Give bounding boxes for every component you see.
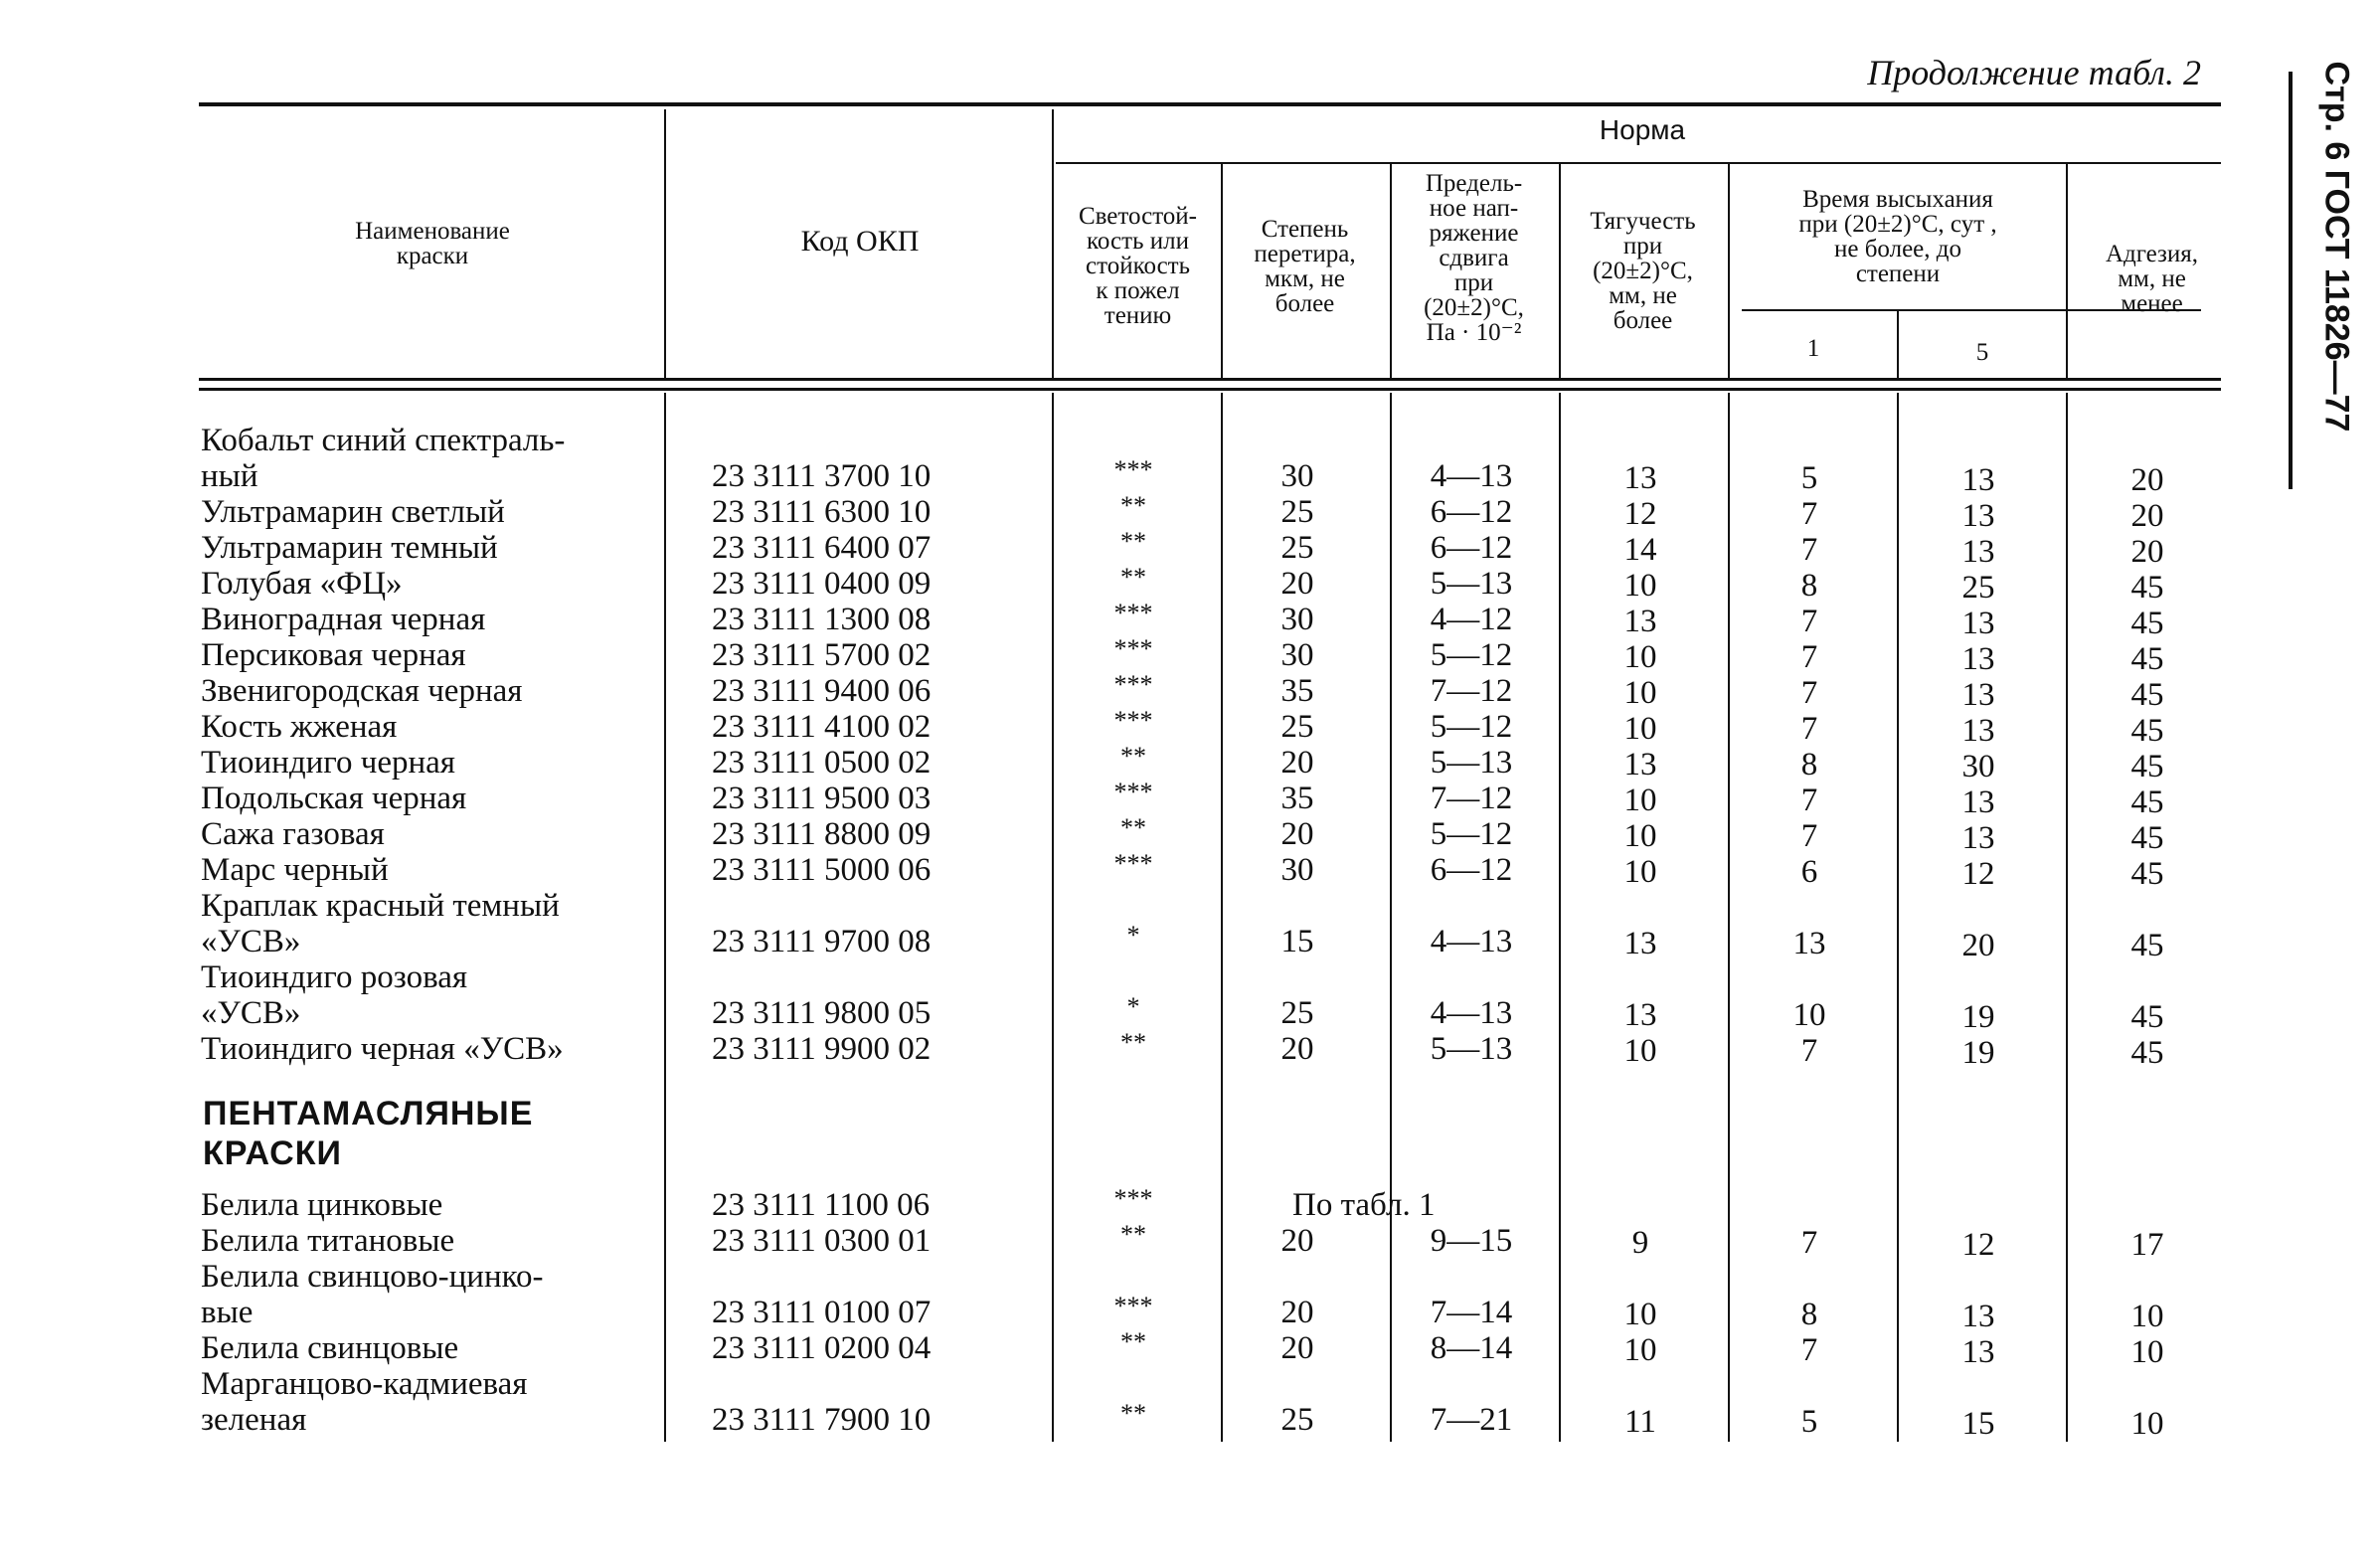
adhesion-value: 17 — [2130, 1227, 2164, 1263]
adhesion-value: 45 — [2130, 570, 2164, 606]
drying-1-value: 8 — [1800, 568, 1818, 604]
drying-1-value: 7 — [1800, 1033, 1818, 1069]
paint-name: Тиоиндиго черная «УСВ» — [201, 1031, 564, 1067]
shear-value: 7—14 — [1430, 1295, 1513, 1330]
drag-value: 10 — [1623, 818, 1657, 854]
drag-value: 13 — [1623, 997, 1657, 1033]
drag-value: 10 — [1623, 639, 1657, 675]
drying-5-value: 19 — [1961, 1035, 1995, 1071]
okp-code: 23 3111 0300 01 — [712, 1223, 932, 1259]
grind-value: 25 — [1280, 1402, 1314, 1438]
grind-value: 25 — [1280, 709, 1314, 745]
drag-value: 10 — [1623, 675, 1657, 711]
drag-value: 13 — [1623, 604, 1657, 639]
drag-value: 10 — [1623, 783, 1657, 818]
lightfastness-mark: ** — [1120, 563, 1146, 592]
drying-1-value: 7 — [1800, 604, 1818, 639]
drying-1-value: 13 — [1792, 926, 1826, 961]
drying-1-value: 7 — [1800, 1225, 1818, 1261]
paint-name: Тиоиндиго черная — [201, 745, 455, 781]
adhesion-value: 45 — [2130, 820, 2164, 856]
lightfastness-mark: *** — [1113, 455, 1153, 484]
adhesion-value: 45 — [2130, 713, 2164, 749]
drag-value: 10 — [1623, 854, 1657, 890]
paint-name: ный — [201, 458, 258, 494]
header-drying-1: 1 — [1806, 335, 1820, 362]
okp-code: 23 3111 3700 10 — [712, 458, 932, 494]
col-divider-8 — [2066, 164, 2068, 378]
paint-name-line-1: Краплак красный темный — [201, 888, 560, 924]
shear-value: 5—12 — [1430, 637, 1513, 673]
drying-1-value: 5 — [1800, 1404, 1818, 1440]
lightfastness-mark: ** — [1120, 491, 1146, 520]
lightfastness-mark: ** — [1120, 1399, 1146, 1428]
header-code: Код ОКП — [800, 225, 920, 258]
grind-value: 25 — [1280, 494, 1314, 530]
adhesion-value: 20 — [2130, 534, 2164, 570]
grind-value: 30 — [1280, 637, 1314, 673]
header-lightfastness: Светостой- кость или стойкость к пожел тению — [1078, 203, 1198, 329]
paint-name: Персиковая черная — [201, 637, 466, 673]
drying-1-value: 8 — [1800, 1297, 1818, 1332]
shear-value: 6—12 — [1430, 852, 1513, 888]
drag-value: 10 — [1623, 1033, 1657, 1069]
drying-5-value: 13 — [1961, 677, 1995, 713]
shear-value: 5—13 — [1430, 1031, 1513, 1067]
body-divider-1 — [664, 393, 666, 1442]
drying-1-value: 7 — [1800, 818, 1818, 854]
col-divider-1 — [664, 109, 666, 378]
lightfastness-mark: *** — [1113, 1292, 1153, 1320]
grind-value: 30 — [1280, 852, 1314, 888]
adhesion-value: 10 — [2130, 1299, 2164, 1334]
okp-code: 23 3111 0100 07 — [712, 1295, 932, 1330]
drag-value: 11 — [1624, 1404, 1656, 1440]
okp-code: 23 3111 9400 06 — [712, 673, 932, 709]
drying-5-value: 30 — [1961, 749, 1995, 784]
drag-value: 13 — [1623, 926, 1657, 961]
header-name: Наименование краски — [355, 218, 510, 269]
header-adhesion: Адгезия, мм, не менее — [2105, 241, 2199, 317]
adhesion-value: 45 — [2130, 784, 2164, 820]
lightfastness-mark: *** — [1113, 778, 1153, 806]
shear-value: 7—21 — [1430, 1402, 1513, 1438]
shear-value: 4—13 — [1430, 995, 1513, 1031]
grind-value: 30 — [1280, 458, 1314, 494]
drying-5-value: 13 — [1961, 1334, 1995, 1370]
okp-code: 23 3111 6400 07 — [712, 530, 932, 566]
top-rule — [199, 102, 2221, 106]
shear-value: 6—12 — [1430, 494, 1513, 530]
paint-name: Ультрамарин темный — [201, 530, 498, 566]
drying-1-value: 5 — [1800, 460, 1818, 496]
drying-5-value: 19 — [1961, 999, 1995, 1035]
paint-name: Белила титановые — [201, 1223, 455, 1259]
norma-rule — [1056, 162, 2221, 164]
paint-name: Виноградная черная — [201, 602, 486, 637]
lightfastness-mark: *** — [1113, 1184, 1153, 1213]
section-title-line-2: КРАСКИ — [203, 1134, 342, 1172]
drying-5-value: 13 — [1961, 462, 1995, 498]
page-side-label: Стр. 6 ГОСТ 11826—77 — [2317, 61, 2356, 433]
col-divider-2 — [1052, 109, 1054, 378]
shear-value: 9—15 — [1430, 1223, 1513, 1259]
drying-1-value: 7 — [1800, 532, 1818, 568]
adhesion-value: 10 — [2130, 1406, 2164, 1442]
header-drying-5: 5 — [1975, 339, 1989, 366]
okp-code: 23 3111 9800 05 — [712, 995, 932, 1031]
paint-name: «УСВ» — [201, 924, 301, 959]
lightfastness-mark: *** — [1113, 599, 1153, 627]
col-divider-7 — [1897, 311, 1899, 378]
paint-name-line-1: Белила свинцово-цинко- — [201, 1259, 544, 1295]
adhesion-value: 20 — [2130, 498, 2164, 534]
drying-5-value: 12 — [1961, 1227, 1995, 1263]
reference-note: По табл. 1 — [1292, 1187, 1436, 1223]
adhesion-value: 20 — [2130, 462, 2164, 498]
drag-value: 13 — [1623, 747, 1657, 783]
okp-code: 23 3111 9500 03 — [712, 781, 932, 816]
shear-value: 5—13 — [1430, 566, 1513, 602]
header-shear: Предель- ное нап- ряжение сдвига при (20±2)°С, Па · 10⁻² — [1424, 170, 1524, 346]
paint-name-line-1: Марганцово-кадмиевая — [201, 1366, 528, 1402]
section-title-line-1: ПЕНТАМАСЛЯНЫЕ — [203, 1095, 534, 1132]
drying-1-value: 7 — [1800, 639, 1818, 675]
paint-name: «УСВ» — [201, 995, 301, 1031]
grind-value: 25 — [1280, 530, 1314, 566]
okp-code: 23 3111 0500 02 — [712, 745, 932, 781]
adhesion-value: 45 — [2130, 1035, 2164, 1071]
header-drag: Тягучесть при (20±2)°С, мм, не более — [1590, 208, 1696, 334]
grind-value: 20 — [1280, 566, 1314, 602]
drying-5-value: 13 — [1961, 534, 1995, 570]
okp-code: 23 3111 0200 04 — [712, 1330, 932, 1366]
drying-5-value: 13 — [1961, 641, 1995, 677]
adhesion-value: 45 — [2130, 641, 2164, 677]
drag-value: 9 — [1631, 1225, 1649, 1261]
shear-value: 5—12 — [1430, 709, 1513, 745]
paint-name-line-1: Тиоиндиго розовая — [201, 959, 468, 995]
okp-code: 23 3111 0400 09 — [712, 566, 932, 602]
drying-5-value: 13 — [1961, 498, 1995, 534]
drag-value: 10 — [1623, 568, 1657, 604]
header-norma: Норма — [1599, 114, 1686, 145]
shear-value: 4—12 — [1430, 602, 1513, 637]
col-divider-6 — [1728, 164, 1730, 378]
side-rule — [2289, 72, 2293, 489]
okp-code: 23 3111 8800 09 — [712, 816, 932, 852]
lightfastness-mark: ** — [1120, 742, 1146, 771]
adhesion-value: 45 — [2130, 856, 2164, 892]
drying-1-value: 6 — [1800, 854, 1818, 890]
okp-code: 23 3111 4100 02 — [712, 709, 932, 745]
drying-5-value: 20 — [1961, 928, 1995, 963]
okp-code: 23 3111 6300 10 — [712, 494, 932, 530]
okp-code: 23 3111 7900 10 — [712, 1402, 932, 1438]
drag-value: 10 — [1623, 1332, 1657, 1368]
drying-1-value: 10 — [1792, 997, 1826, 1033]
paint-name: Ультрамарин светлый — [201, 494, 505, 530]
grind-value: 20 — [1280, 745, 1314, 781]
grind-value: 20 — [1280, 1223, 1314, 1259]
drag-value: 12 — [1623, 496, 1657, 532]
lightfastness-mark: *** — [1113, 670, 1153, 699]
paint-name: Подольская черная — [201, 781, 467, 816]
drying-1-value: 7 — [1800, 783, 1818, 818]
shear-value: 4—13 — [1430, 458, 1513, 494]
okp-code: 23 3111 1100 06 — [712, 1187, 931, 1223]
paint-name: Кость жженая — [201, 709, 398, 745]
lightfastness-mark: ** — [1120, 1028, 1146, 1057]
header-grind: Степень перетира, мкм, не более — [1254, 216, 1356, 317]
lightfastness-mark: ** — [1120, 813, 1146, 842]
shear-value: 4—13 — [1430, 924, 1513, 959]
grind-value: 20 — [1280, 1330, 1314, 1366]
drying-1-value: 7 — [1800, 711, 1818, 747]
shear-value: 5—13 — [1430, 745, 1513, 781]
lightfastness-mark: ** — [1120, 1220, 1146, 1249]
drying-1-value: 7 — [1800, 675, 1818, 711]
lightfastness-mark: *** — [1113, 634, 1153, 663]
grind-value: 20 — [1280, 816, 1314, 852]
grind-value: 30 — [1280, 602, 1314, 637]
grind-value: 20 — [1280, 1295, 1314, 1330]
okp-code: 23 3111 5000 06 — [712, 852, 932, 888]
adhesion-value: 45 — [2130, 677, 2164, 713]
shear-value: 6—12 — [1430, 530, 1513, 566]
okp-code: 23 3111 1300 08 — [712, 602, 932, 637]
paint-name: Сажа газовая — [201, 816, 385, 852]
drag-value: 10 — [1623, 711, 1657, 747]
lightfastness-mark: * — [1126, 992, 1140, 1021]
lightfastness-mark: *** — [1113, 849, 1153, 878]
paint-name: вые — [201, 1295, 254, 1330]
drag-value: 13 — [1623, 460, 1657, 496]
side-label-box — [2296, 61, 2356, 489]
adhesion-value: 45 — [2130, 928, 2164, 963]
drying-1-value: 7 — [1800, 496, 1818, 532]
grind-value: 25 — [1280, 995, 1314, 1031]
drag-value: 14 — [1623, 532, 1657, 568]
drying-5-value: 15 — [1961, 1406, 1995, 1442]
section-title — [203, 1094, 533, 1173]
drag-value: 10 — [1623, 1297, 1657, 1332]
shear-value: 7—12 — [1430, 673, 1513, 709]
drying-5-value: 13 — [1961, 1299, 1995, 1334]
drying-5-value: 13 — [1961, 606, 1995, 641]
drying-1-value: 7 — [1800, 1332, 1818, 1368]
adhesion-value: 45 — [2130, 606, 2164, 641]
okp-code: 23 3111 9900 02 — [712, 1031, 932, 1067]
lightfastness-mark: ** — [1120, 1327, 1146, 1356]
paint-name-line-1: Кобальт синий спектраль- — [201, 423, 566, 458]
paint-name: Звенигородская черная — [201, 673, 523, 709]
paint-name: Марс черный — [201, 852, 389, 888]
adhesion-value: 10 — [2130, 1334, 2164, 1370]
lightfastness-mark: * — [1126, 921, 1140, 950]
drying-1-value: 8 — [1800, 747, 1818, 783]
grind-value: 35 — [1280, 673, 1314, 709]
table-caption: Продолжение табл. 2 — [1867, 53, 2201, 92]
grind-value: 35 — [1280, 781, 1314, 816]
okp-code: 23 3111 9700 08 — [712, 924, 932, 959]
paint-name: Белила свинцовые — [201, 1330, 459, 1366]
grind-value: 15 — [1280, 924, 1314, 959]
drying-5-value: 13 — [1961, 784, 1995, 820]
paint-name: Голубая «ФЦ» — [201, 566, 403, 602]
grind-value: 20 — [1280, 1031, 1314, 1067]
okp-code: 23 3111 5700 02 — [712, 637, 932, 673]
adhesion-value: 45 — [2130, 999, 2164, 1035]
paint-name: зеленая — [201, 1402, 307, 1438]
header-rule-2 — [199, 388, 2221, 391]
paint-name: Белила цинковые — [201, 1187, 443, 1223]
drying-5-value: 25 — [1961, 570, 1995, 606]
drying-5-value: 13 — [1961, 820, 1995, 856]
shear-value: 5—12 — [1430, 816, 1513, 852]
shear-value: 8—14 — [1430, 1330, 1513, 1366]
lightfastness-mark: *** — [1113, 706, 1153, 735]
shear-value: 7—12 — [1430, 781, 1513, 816]
header-rule-1 — [199, 378, 2221, 381]
adhesion-value: 45 — [2130, 749, 2164, 784]
drying-5-value: 12 — [1961, 856, 1995, 892]
lightfastness-mark: ** — [1120, 527, 1146, 556]
drying-5-value: 13 — [1961, 713, 1995, 749]
header-drying: Время высыхания при (20±2)°С, сут , не более, до степени — [1798, 186, 1997, 287]
